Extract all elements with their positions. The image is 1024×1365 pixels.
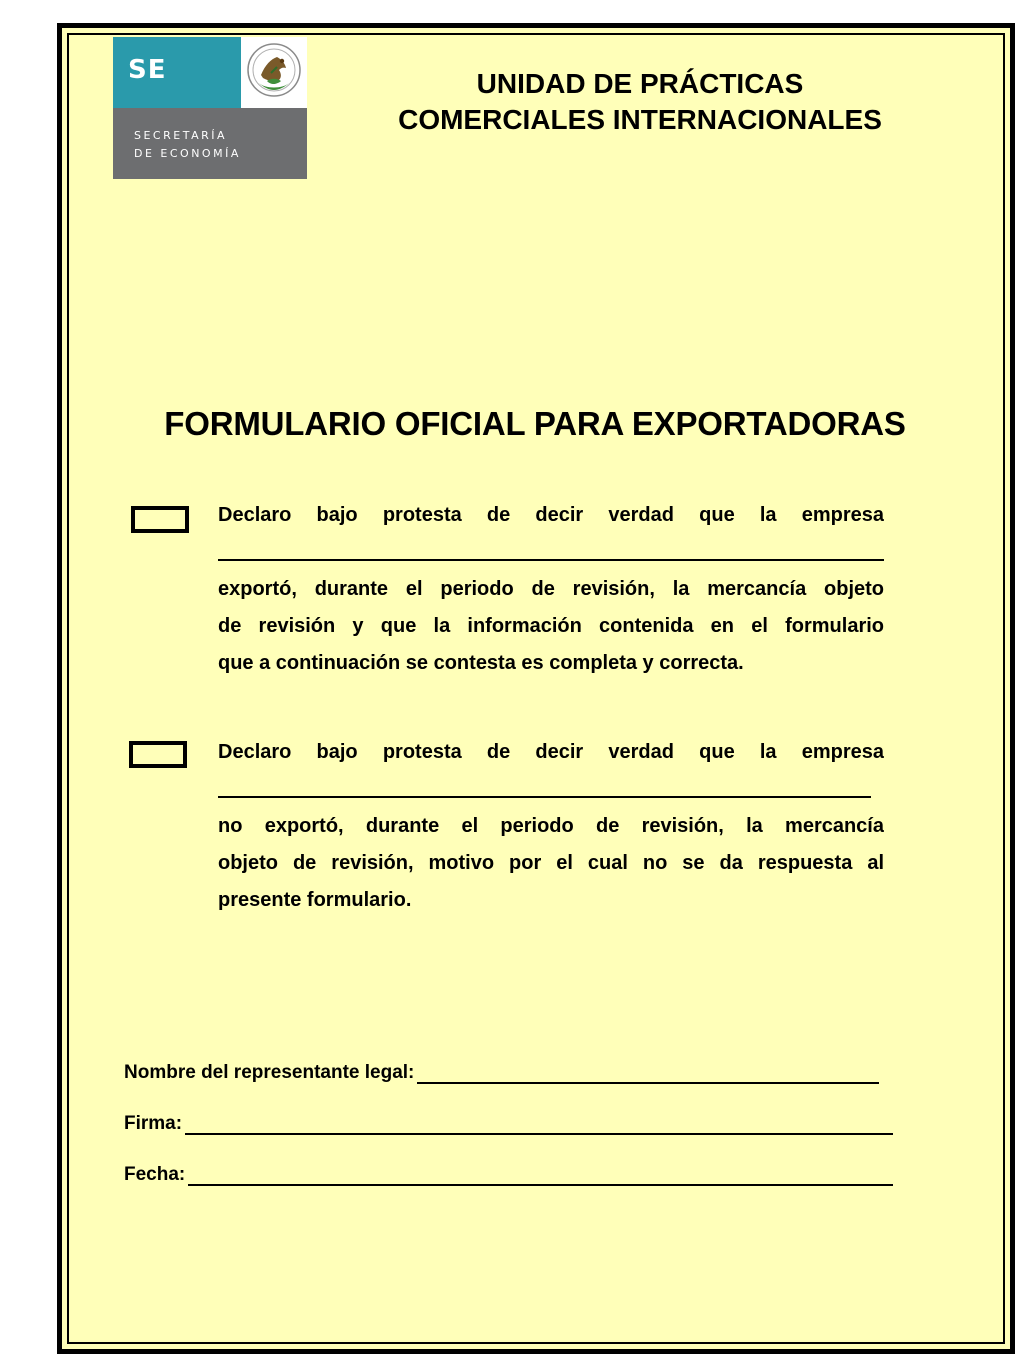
logo-abbr: SE bbox=[128, 55, 167, 85]
not-exported-declaration bbox=[218, 734, 884, 919]
logo-line-2: DE ECONOMÍA bbox=[134, 147, 241, 160]
logo-line-1: SECRETARÍA bbox=[134, 129, 228, 142]
not-exported-line-5: presente formulario. bbox=[218, 889, 412, 911]
date-field bbox=[124, 1164, 893, 1186]
exported-company-blank[interactable] bbox=[218, 534, 884, 571]
organization-title-line-2: COMERCIALES INTERNACIONALES bbox=[398, 104, 882, 135]
signature-input[interactable] bbox=[185, 1113, 893, 1135]
exported-line-5: que a continuación se contesta es completa y correcta. bbox=[218, 652, 744, 674]
logo-teal-block bbox=[113, 37, 241, 108]
exported-line-3: exportó, durante el periodo de revisión, la mercancía objeto bbox=[218, 578, 884, 600]
signature-field bbox=[124, 1113, 893, 1135]
not-exported-line-4: objeto de revisión, motivo por el cual no se da respuesta al bbox=[218, 852, 884, 874]
signature-label: Firma: bbox=[124, 1113, 183, 1134]
logo-top-band bbox=[113, 37, 307, 108]
representative-label: Nombre del representante legal: bbox=[124, 1062, 415, 1083]
form-title: FORMULARIO OFICIAL PARA EXPORTADORAS bbox=[164, 405, 906, 442]
se-logo bbox=[113, 37, 307, 179]
exported-declaration bbox=[218, 497, 884, 682]
representative-field bbox=[124, 1062, 879, 1084]
form-frame bbox=[57, 23, 1015, 1354]
organization-title bbox=[340, 66, 940, 138]
not-exported-checkbox[interactable] bbox=[129, 741, 187, 768]
logo-bottom-band bbox=[113, 108, 307, 179]
not-exported-line-3: no exportó, durante el periodo de revisión, la mercancía bbox=[218, 815, 884, 837]
date-input[interactable] bbox=[188, 1164, 893, 1186]
not-exported-line-1: Declaro bajo protesta de decir verdad que la empresa bbox=[218, 741, 884, 763]
organization-title-line-1: UNIDAD DE PRÁCTICAS bbox=[476, 68, 804, 99]
exported-checkbox[interactable] bbox=[131, 506, 189, 533]
representative-input[interactable] bbox=[417, 1062, 879, 1084]
not-exported-company-blank[interactable] bbox=[218, 771, 884, 808]
form-inner-border bbox=[67, 33, 1005, 1344]
exported-line-4: de revisión y que la información contenida en el formulario bbox=[218, 615, 884, 637]
seal-icon bbox=[241, 37, 307, 108]
date-label: Fecha: bbox=[124, 1164, 186, 1185]
exported-line-1: Declaro bajo protesta de decir verdad que la empresa bbox=[218, 504, 884, 526]
